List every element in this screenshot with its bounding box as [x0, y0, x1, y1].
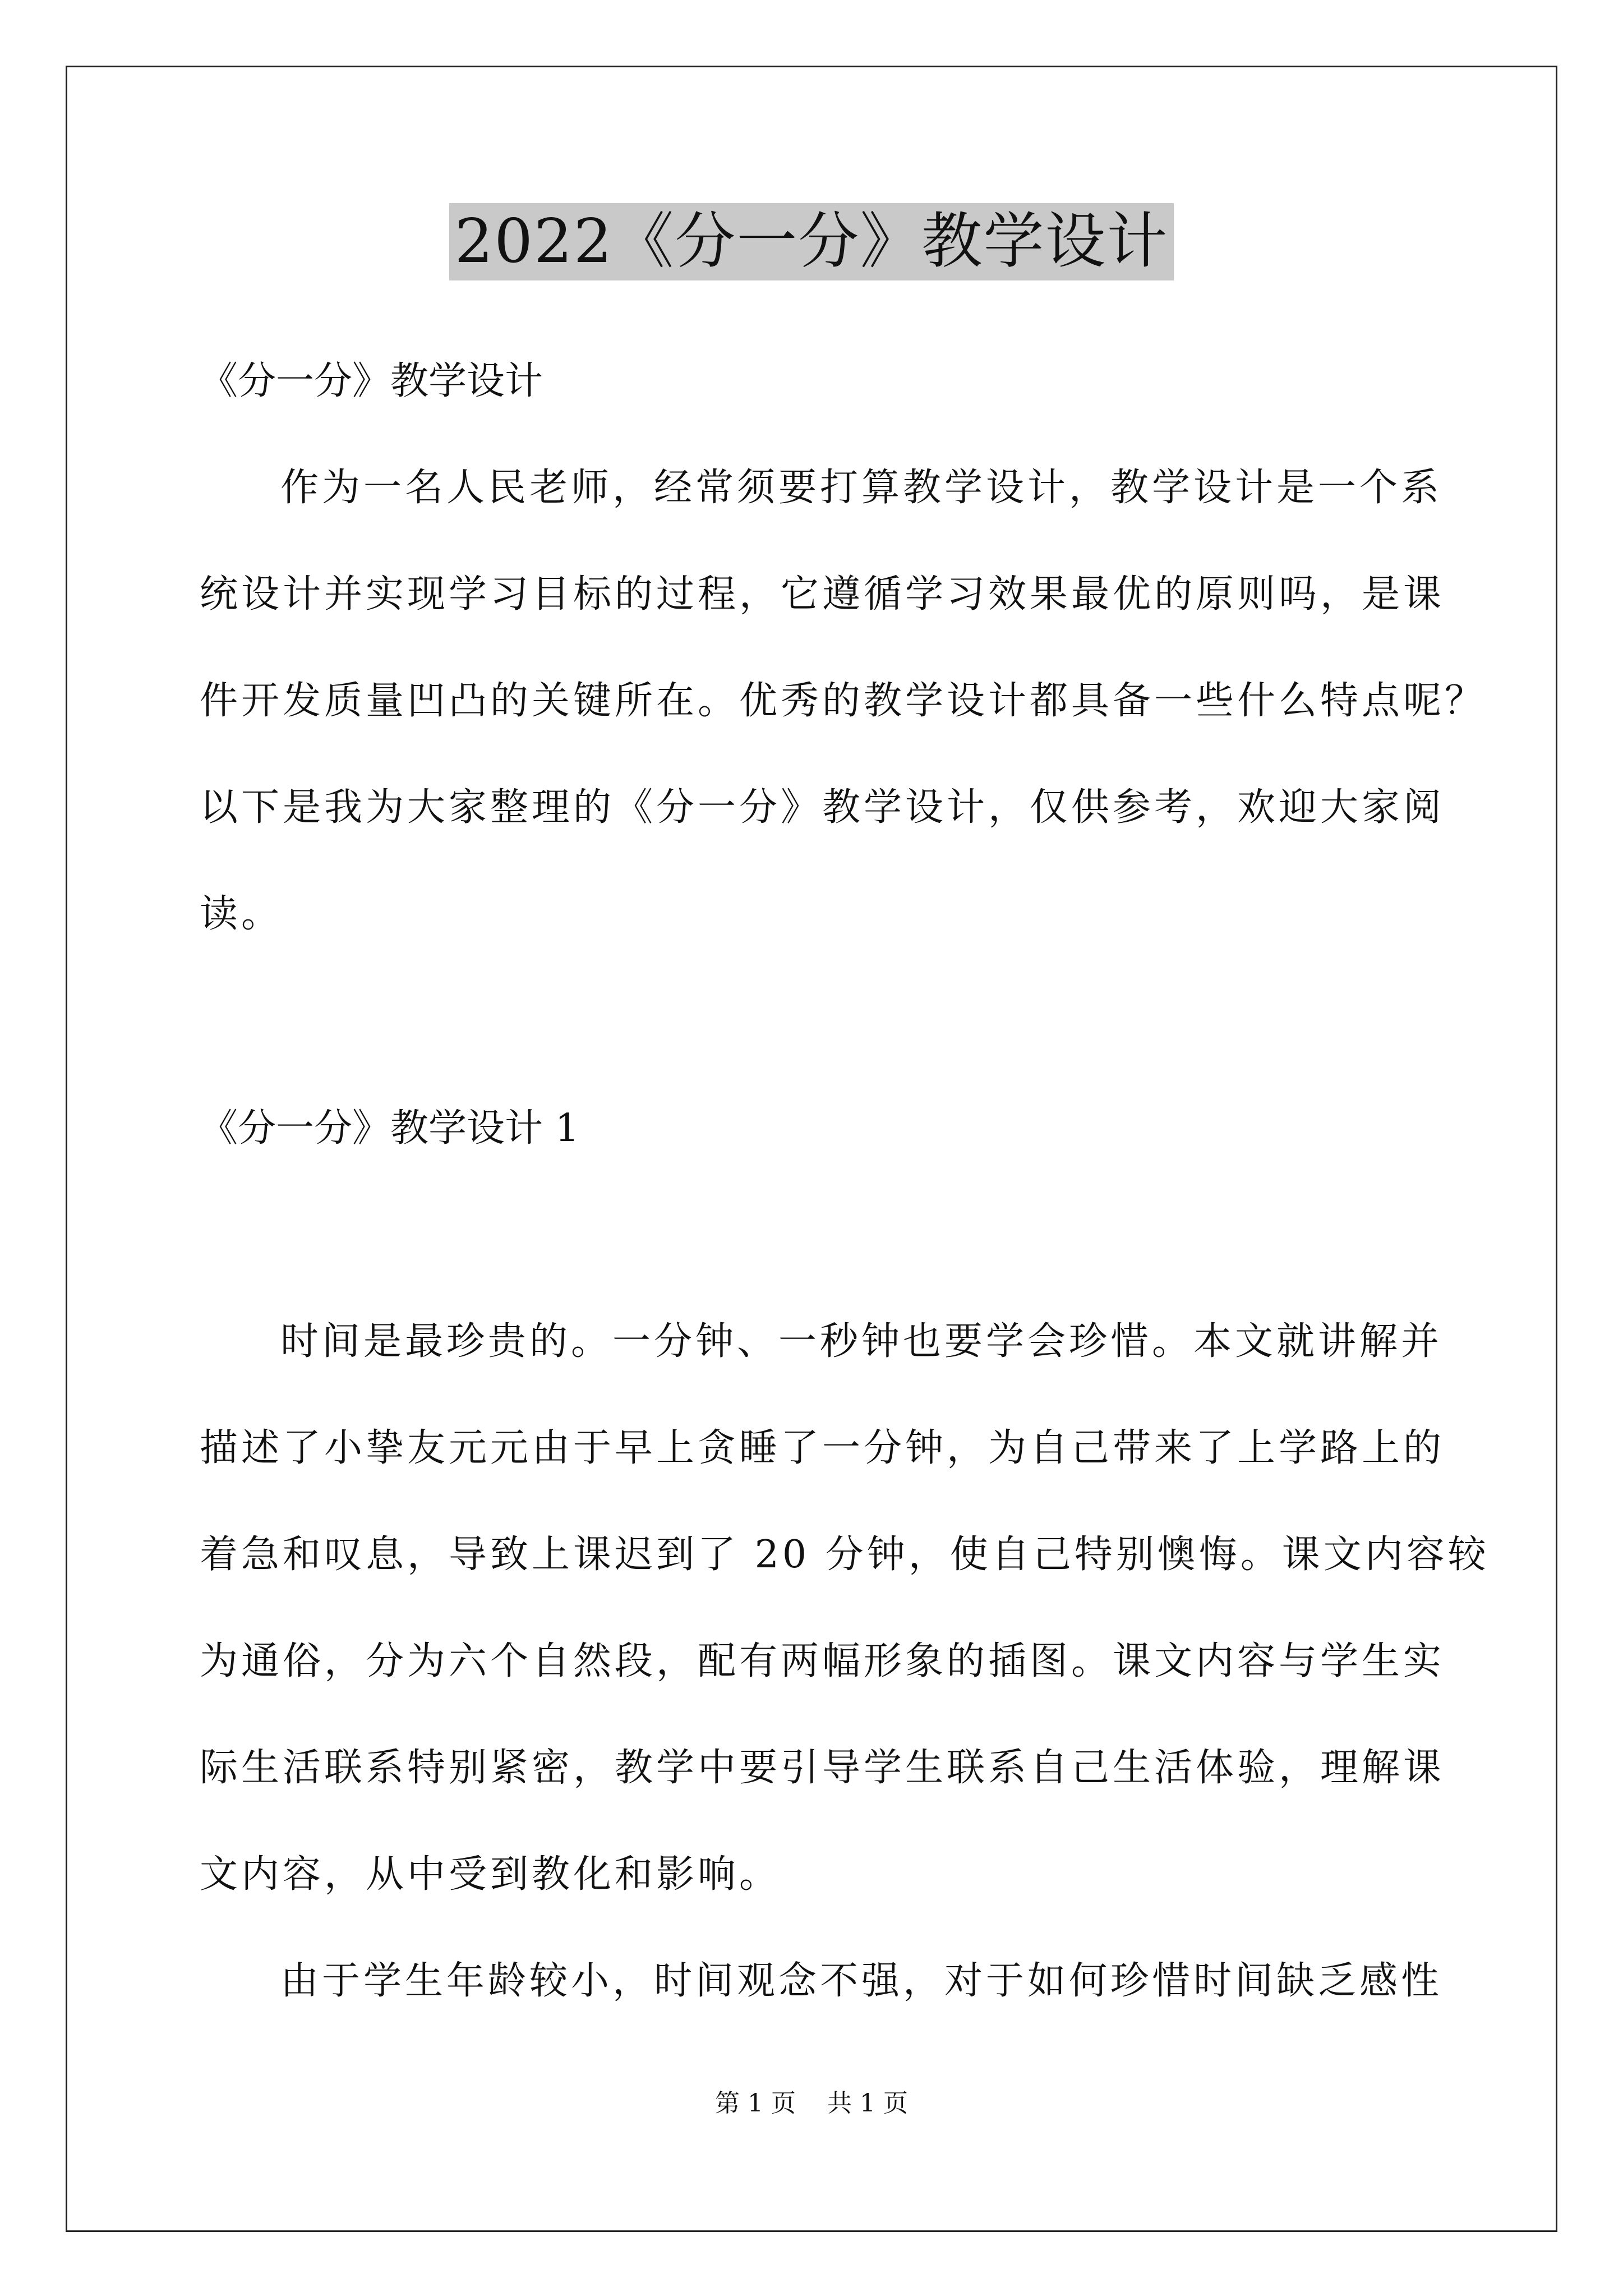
- intro-line: 件开发质量凹凸的关键所在。优秀的教学设计都具备一些什么特点呢？: [200, 679, 1487, 723]
- page-footer: [0, 2088, 1623, 2119]
- intro-line: 以下是我为大家整理的《分一分》教学设计，仅供参考，欢迎大家阅: [200, 785, 1445, 830]
- section-line: 为通俗，分为六个自然段，配有两幅形象的插图。课文内容与学生实: [200, 1639, 1445, 1683]
- section-line: 际生活联系特别紧密，教学中要引导学生联系自己生活体验，理解课: [200, 1746, 1445, 1790]
- section-line: 由于学生年龄较小，时间观念不强，对于如何珍惜时间缺乏感性: [280, 1959, 1443, 2003]
- title-container: [0, 203, 1623, 280]
- section-line: 时间是最珍贵的。一分钟、一秒钟也要学会珍惜。本文就讲解并: [280, 1319, 1443, 1364]
- document-title: 2022《分一分》教学设计: [449, 203, 1174, 280]
- intro-heading: 《分一分》教学设计: [200, 359, 543, 403]
- section-line: 着急和叹息，导致上课迟到了 20 分钟，使自己特别懊悔。课文内容较: [200, 1533, 1490, 1577]
- section-heading: 《分一分》教学设计 1: [200, 1106, 579, 1151]
- intro-line: 作为一名人民老师，经常须要打算教学设计，教学设计是一个系: [280, 466, 1443, 510]
- intro-line: 统设计并实现学习目标的过程，它遵循学习效果最优的原则吗，是课: [200, 572, 1445, 616]
- page-number-current: 第 1 页: [715, 2089, 796, 2118]
- intro-line: 读。: [200, 892, 283, 936]
- section-line: 描述了小挚友元元由于早上贪睡了一分钟，为自己带来了上学路上的: [200, 1426, 1445, 1470]
- section-line: 文内容，从中受到教化和影响。: [200, 1852, 781, 1897]
- page-number-total: 共 1 页: [827, 2089, 908, 2118]
